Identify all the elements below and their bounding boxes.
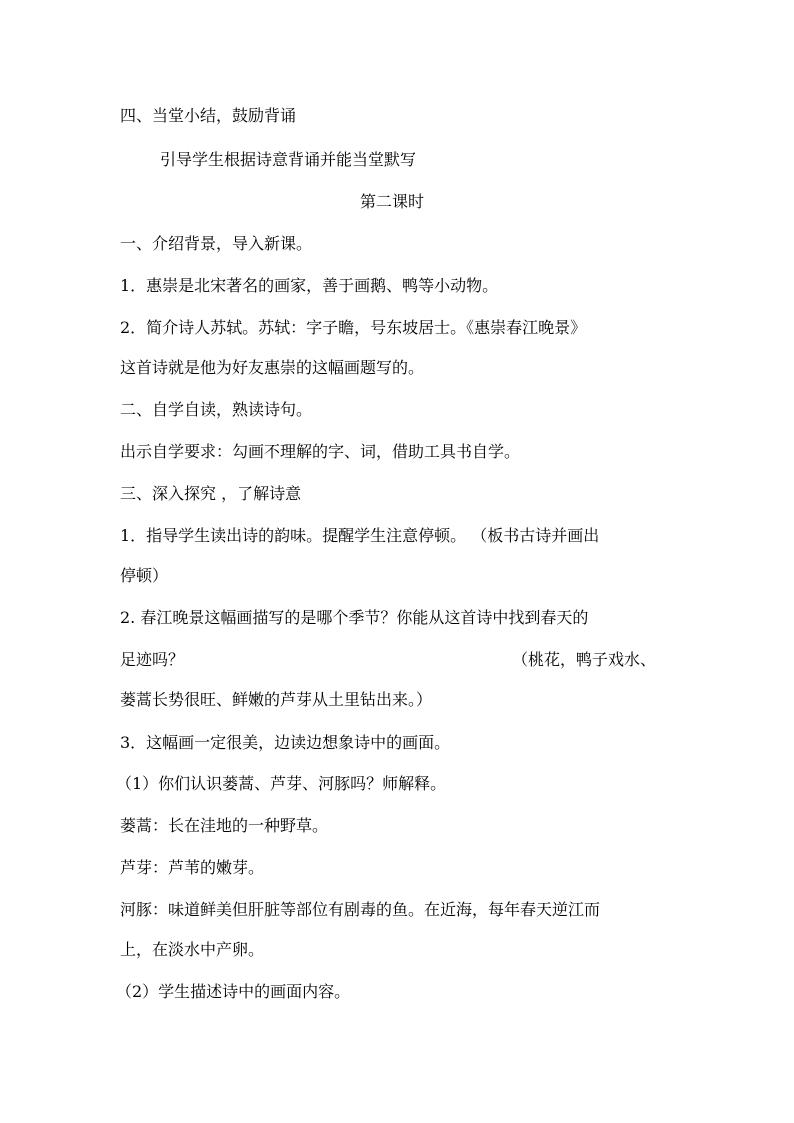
- section-heading-self-study: 二、自学自读，熟读诗句。: [120, 400, 313, 419]
- list-item-season-answer-cont: 蒌蒿长势很旺、鲜嫩的芦芽从土里钻出来。）: [120, 690, 433, 709]
- paragraph-recite-guidance: 引导学生根据诗意背诵并能当堂默写: [160, 150, 417, 169]
- lesson-title-second-period: 第二课时: [360, 192, 425, 211]
- section-heading-explore: 三、深入探究 ，了解诗意: [120, 484, 302, 503]
- list-item-season-question: 2. 春江晚景这幅画描写的是哪个季节？你能从这首诗中找到春天的: [120, 608, 589, 627]
- sub-item-vocabulary-question: （1）你们认识蒌蒿、芦芽、河豚吗？师解释。: [116, 774, 447, 793]
- sub-item-describe-scene: （2）学生描述诗中的画面内容。: [116, 982, 351, 1001]
- definition-luya: 芦芽：芦苇的嫩芽。: [120, 858, 265, 877]
- list-item-season-question-cont: 足迹吗？: [120, 650, 185, 669]
- section-heading-summary: 四、当堂小结，鼓励背诵: [120, 106, 297, 125]
- definition-louhao: 蒌蒿：长在洼地的一种野草。: [120, 816, 329, 835]
- list-item-sushi-intro-cont: 这首诗就是他为好友惠崇的这幅画题写的。: [120, 358, 425, 377]
- paragraph-self-study-requirement: 出示自学要求：勾画不理解的字、词，借助工具书自学。: [120, 442, 521, 461]
- section-heading-background: 一、介绍背景，导入新课。: [120, 234, 313, 253]
- list-item-reading-rhythm: 1．指导学生读出诗的韵味。提醒学生注意停顿。 （板书古诗并画出: [120, 526, 600, 545]
- definition-hetun: 河豚：味道鲜美但肝脏等部位有剧毒的鱼。在近海，每年春天逆江而: [120, 900, 601, 919]
- list-item-sushi-intro: 2．简介诗人苏轼。苏轼：字子瞻，号东坡居士。《惠崇春江晚景》: [120, 318, 587, 337]
- list-item-reading-rhythm-cont: 停顿）: [120, 566, 169, 585]
- list-item-imagine-scene: 3．这幅画一定很美，边读边想象诗中的画面。: [120, 733, 451, 752]
- definition-hetun-cont: 上，在淡水中产卵。: [120, 940, 265, 959]
- list-item-season-answer: （桃花，鸭子戏水、: [512, 650, 657, 669]
- list-item-huichong: 1．惠崇是北宋著名的画家，善于画鹅、鸭等小动物。: [120, 276, 499, 295]
